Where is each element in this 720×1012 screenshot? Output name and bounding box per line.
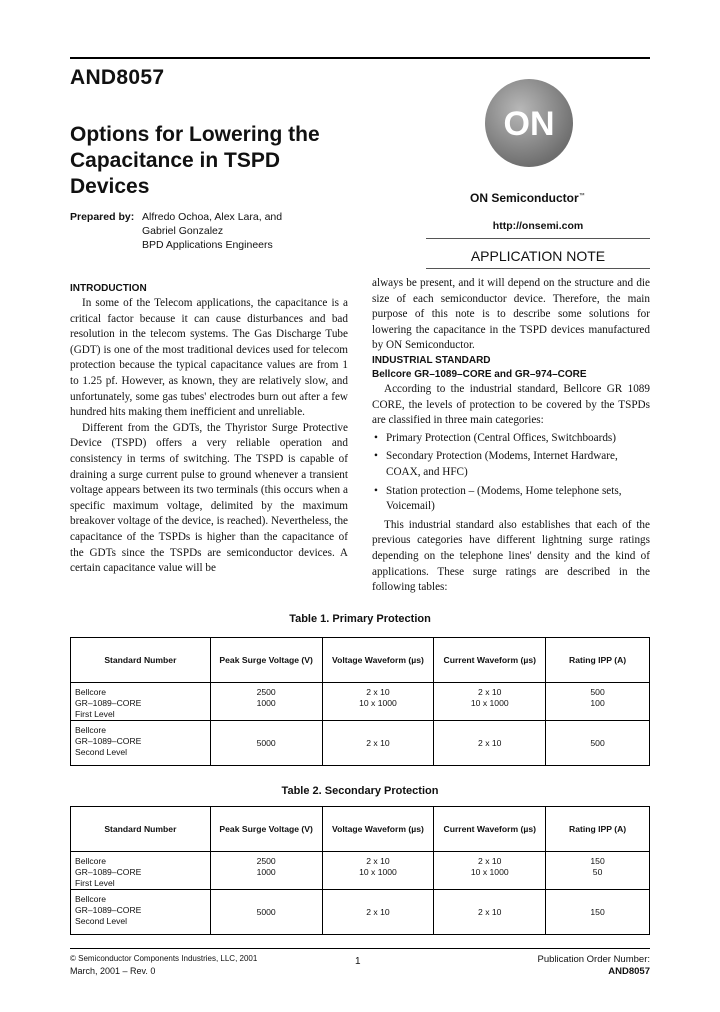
cell-line: Second Level [75,916,128,926]
author-line: Alfredo Ochoa, Alex Lara, and [142,211,283,223]
cell-line: 1000 [256,698,276,708]
table2-caption: Table 2. Secondary Protection [281,785,439,797]
header-rule [70,57,650,59]
peak-voltage-cell: 5000 [210,721,322,766]
column-header: Voltage Waveform (µs) [322,638,434,683]
cell-line: Bellcore [75,856,107,866]
prepared-by-block [70,210,370,254]
list-item: • Station protection – (Modems, Home telephone sets, Voicemail) [372,484,650,515]
table1-caption: Table 1. Primary Protection [289,613,431,625]
table-row [71,721,650,766]
intro-paragraph: In some of the Telecom applications, the capacitance is a critical factor because it can cause disturbances and bad resolution in the telecom systems. The Gas Discharge Tube (GDT) is one of the most traditional devices used for telecom protection because the typical capacitance values are from 1 to 1.25 pf. However, as known, they are relatively slow, and unfortunately, some gas tubes' electrodes burn out after a few hundred hits making them inefficient and unreliable. [70,297,348,419]
current-waveform-cell [434,683,546,721]
standard-cell [71,721,211,766]
divider [426,238,650,239]
title-line: Capacitance in TSPD [70,149,281,172]
column-header: Standard Number [71,638,211,683]
primary-protection-table [70,637,650,766]
table-row [71,852,650,890]
cell-line: GR–1089–CORE [75,698,142,708]
voltage-waveform-cell [322,683,434,721]
cell-line: 10 x 1000 [359,698,397,708]
document-id: AND8057 [70,66,165,89]
protection-category-list [372,431,650,515]
table-header-row [71,638,650,683]
on-semiconductor-logo [484,78,574,168]
voltage-waveform-cell [322,852,434,890]
cell-line: 2 x 10 [478,687,502,697]
column-header: Rating IPP (A) [546,807,650,852]
cell-line: 50 [592,867,603,877]
rating-ipp-cell: 150 [546,890,650,935]
cell-line: 2500 [256,687,276,697]
cell-line: 10 x 1000 [470,698,509,708]
prepared-by-label: Prepared by: [70,211,135,223]
peak-voltage-cell [210,683,322,721]
cell-line: First Level [75,709,115,719]
cell-line: 2500 [256,856,276,866]
column-header: Peak Surge Voltage (V) [210,638,322,683]
cell-line: 100 [590,698,605,708]
publication-order-number: AND8057 [608,966,650,977]
author-line: Gabriel Gonzalez [142,225,224,237]
cell-line: 10 x 1000 [470,867,509,877]
current-waveform-cell: 2 x 10 [434,890,546,935]
cell-line: Bellcore [75,725,107,735]
cell-line: Bellcore [75,687,107,697]
standard-paragraph: This industrial standard also establishes that each of the previous categories have different lightning surge ratings depending on the telephone lines' density and the kind of applications. These surge ratings are described in the following tables: [372,518,650,594]
cell-line: First Level [75,878,115,888]
table-row [71,683,650,721]
trademark-mark: ™ [578,193,585,199]
peak-voltage-cell: 5000 [210,890,322,935]
left-column [70,282,348,577]
title-line: Options for Lowering the [70,123,320,146]
cell-line: Bellcore [75,894,107,904]
cell-line: 1000 [256,867,276,877]
column-header: Peak Surge Voltage (V) [210,807,322,852]
title-line: Devices [70,175,150,198]
company-name-text: ON Semiconductor [470,191,579,205]
cell-line: GR–1089–CORE [75,867,142,877]
table-row [71,890,650,935]
note-type-label: APPLICATION NOTE [470,248,606,264]
subsection-heading-bellcore: Bellcore GR–1089–CORE and GR–974–CORE [372,368,587,380]
current-waveform-cell [434,852,546,890]
page-number: 1 [355,956,361,967]
column-header: Standard Number [71,807,211,852]
cell-line: GR–1089–CORE [75,905,142,915]
footer-rule [70,948,650,949]
list-item: • Secondary Protection (Modems, Internet Hardware, COAX, and HFC) [372,449,650,480]
cell-line: Second Level [75,747,128,757]
column-header: Voltage Waveform (µs) [322,807,434,852]
section-heading-industrial-standard: INDUSTRIAL STANDARD [372,354,491,366]
rating-ipp-cell [546,852,650,890]
continued-paragraph: always be present, and it will depend on the structure and die size of each semiconductor device. Therefore, the main purpose of this note is to describe some solutions for lowering the capacitance in the TSPD devices manufactured by ON Semiconductor. [372,277,650,352]
company-url[interactable]: http://onsemi.com [492,220,584,232]
secondary-protection-table [70,806,650,935]
cell-line: 150 [590,856,605,866]
divider [426,268,650,269]
right-column [372,276,650,596]
column-header: Rating IPP (A) [546,638,650,683]
cell-line: 500 [590,687,605,697]
document-title [70,122,380,200]
cell-line: 2 x 10 [366,687,390,697]
list-item: • Primary Protection (Central Offices, Switchboards) [372,431,650,447]
company-name [470,191,585,205]
copyright-notice: © Semiconductor Components Industries, LLC, 2001 [70,954,258,963]
logo-text: ON [503,105,555,143]
column-header: Current Waveform (µs) [434,807,546,852]
cell-line: GR–1089–CORE [75,736,142,746]
section-heading-introduction: INTRODUCTION [70,283,147,294]
cell-line: 2 x 10 [366,856,390,866]
table-header-row [71,807,650,852]
standard-cell [71,852,211,890]
column-header: Current Waveform (µs) [434,638,546,683]
voltage-waveform-cell: 2 x 10 [322,890,434,935]
standard-cell [71,890,211,935]
revision-date: March, 2001 – Rev. 0 [70,966,156,976]
publication-order-label: Publication Order Number: [537,954,650,965]
author-line: BPD Applications Engineers [142,239,273,251]
rating-ipp-cell [546,683,650,721]
cell-line: 2 x 10 [478,856,502,866]
current-waveform-cell: 2 x 10 [434,721,546,766]
rating-ipp-cell: 500 [546,721,650,766]
author-list [142,210,282,252]
voltage-waveform-cell: 2 x 10 [322,721,434,766]
standard-paragraph: According to the industrial standard, Bellcore GR 1089 CORE, the levels of protection to be covered by the TSPDs are classified in three main categories: [372,382,650,427]
intro-paragraph: Different from the GDTs, the Thyristor Surge Protective Device (TSPD) offers a very reliable operation and consistency in terms of switching. The TSPD is capable of draining a surge current pulse to ground whenever a transient voltage appears between its two terminals (this occurs when a specific maximum voltage, delimited by the maximum breakover voltage of the device, is reached). Nevertheless, the capacitance of the TSPDs is higher than the capacitance of the GDTs since the TSPDs are semiconductor devices. A certain capacitance value will be [70,421,349,575]
cell-line: 10 x 1000 [359,867,397,877]
standard-cell [71,683,211,721]
peak-voltage-cell [210,852,322,890]
